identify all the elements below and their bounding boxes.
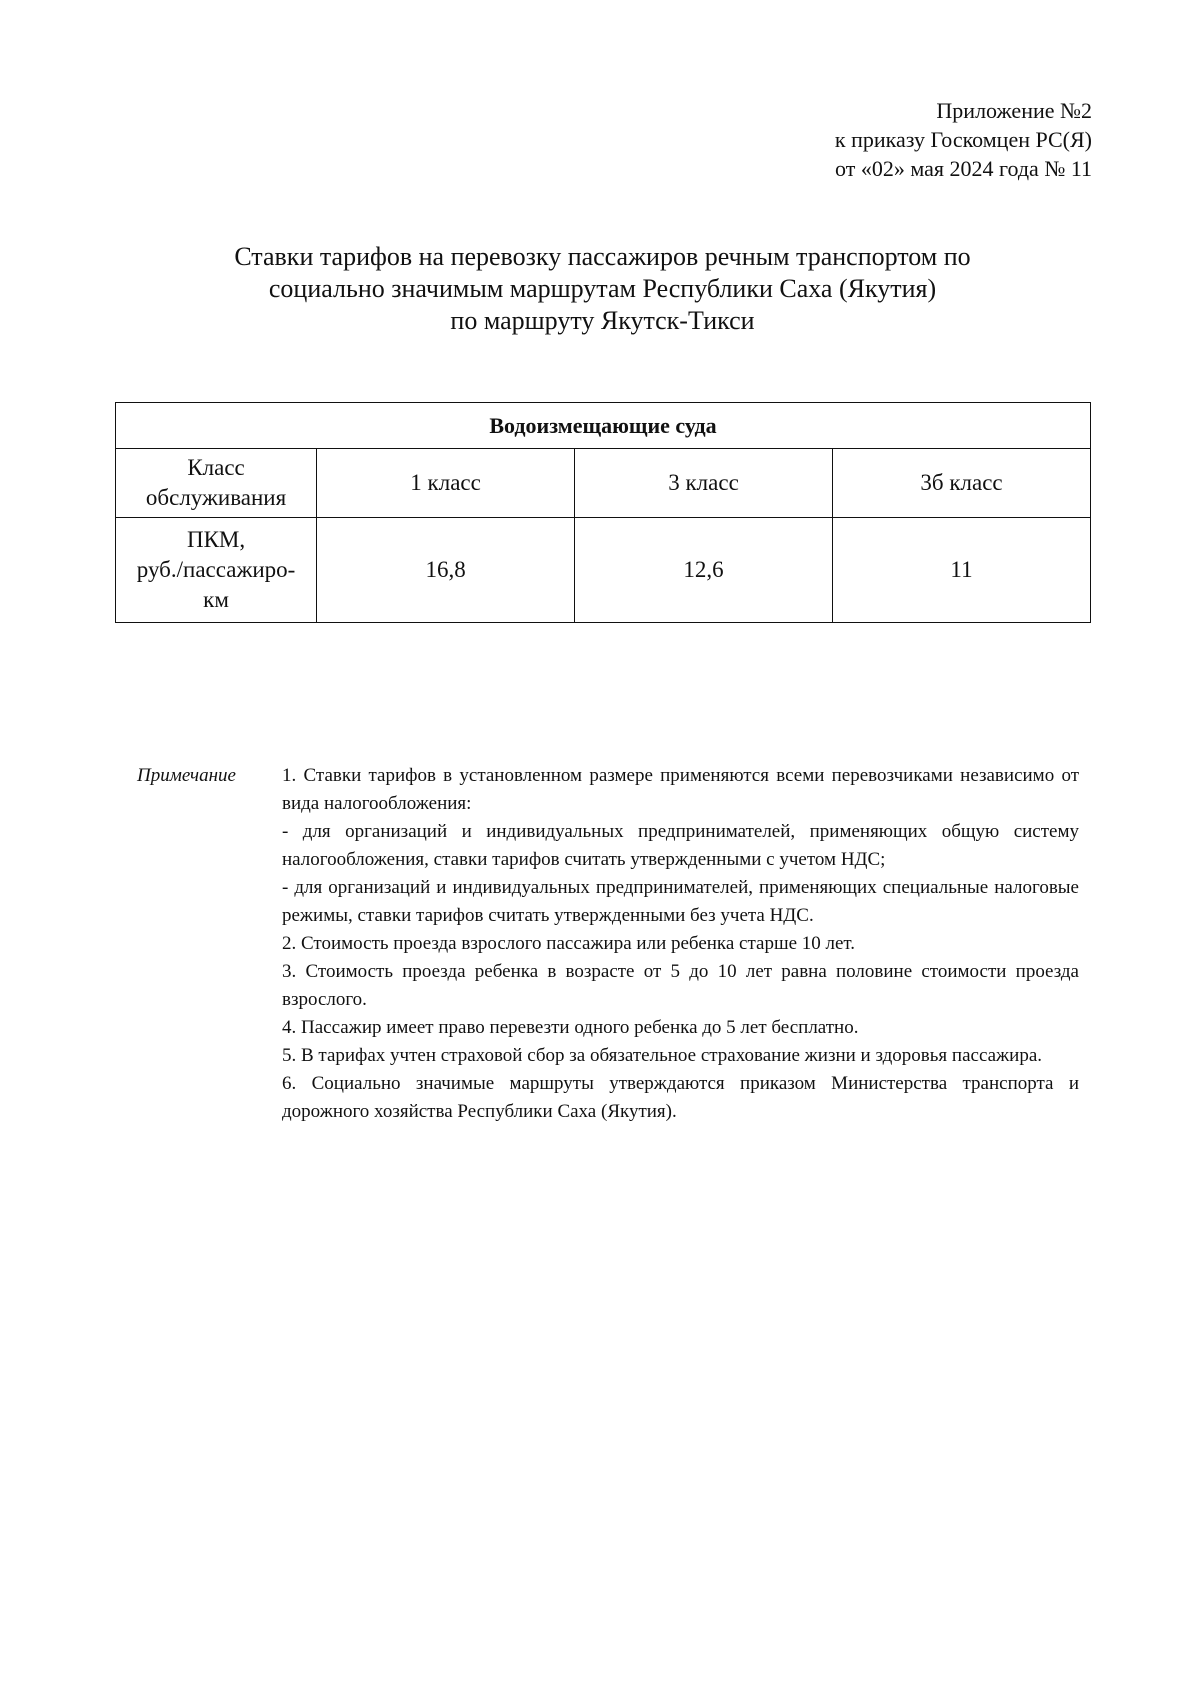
- note-item: 4. Пассажир имеет право перевезти одного ребенка до 5 лет бесплатно.: [282, 1017, 859, 1038]
- table-cell: 16,8: [317, 518, 575, 623]
- label-line: руб./пассажиро-: [136, 557, 296, 582]
- table-row: [116, 449, 1091, 518]
- note-item: 3. Стоимость проезда ребенка в возрасте от 5 до 10 лет равна половине стоимости проезда взрослого.: [282, 961, 1079, 1010]
- table-cell: 11: [833, 518, 1091, 623]
- row-label-service-class: [116, 449, 317, 518]
- title-line-2: социально значимым маршрутам Республики Саха (Якутия): [268, 274, 937, 303]
- tariff-table: [115, 402, 1091, 623]
- table-cell: 12,6: [575, 518, 833, 623]
- note-item: 2. Стоимость проезда взрослого пассажира или ребенка старше 10 лет.: [282, 933, 856, 954]
- label-line: км: [203, 587, 229, 612]
- appendix-number: Приложение №2: [936, 98, 1092, 123]
- notes-label: Примечание: [137, 765, 236, 786]
- table-cell: 1 класс: [317, 449, 575, 518]
- table-row: [116, 518, 1091, 623]
- document-title: [115, 241, 1090, 337]
- notes-list: [282, 762, 1079, 1126]
- note-item: - для организаций и индивидуальных предпринимателей, применяющих общую систему налогообложения, ставки тарифов считать утвержденными с учетом НДС;: [282, 821, 1079, 870]
- label-line: ПКМ,: [186, 527, 246, 552]
- title-line-3: по маршруту Якутск-Тикси: [450, 306, 755, 335]
- table-cell: 3б класс: [833, 449, 1091, 518]
- row-label-rate: [116, 518, 317, 623]
- table-header-vessels: Водоизмещающие суда: [116, 403, 1091, 449]
- table-cell: 3 класс: [575, 449, 833, 518]
- note-item: 1. Ставки тарифов в установленном размере применяются всеми перевозчиками независимо от вида налогообложения:: [282, 765, 1079, 814]
- appendix-order-ref: к приказу Госкомцен РС(Я): [834, 127, 1092, 152]
- label-line: обслуживания: [145, 485, 287, 510]
- appendix-header: [835, 96, 1092, 183]
- note-item: 6. Социально значимые маршруты утверждаются приказом Министерства транспорта и дорожного хозяйства Республики Саха (Якутия).: [282, 1073, 1079, 1122]
- title-line-1: Ставки тарифов на перевозку пассажиров речным транспортом по: [234, 242, 971, 271]
- label-line: Класс: [187, 455, 245, 480]
- note-item: 5. В тарифах учтен страховой сбор за обязательное страхование жизни и здоровья пассажира.: [282, 1045, 1043, 1066]
- table-header-row: [116, 403, 1091, 449]
- appendix-order-date: от «02» мая 2024 года № 11: [835, 156, 1092, 181]
- note-item: - для организаций и индивидуальных предпринимателей, применяющих специальные налоговые режимы, ставки тарифов считать утвержденными без учета НДС.: [282, 877, 1079, 926]
